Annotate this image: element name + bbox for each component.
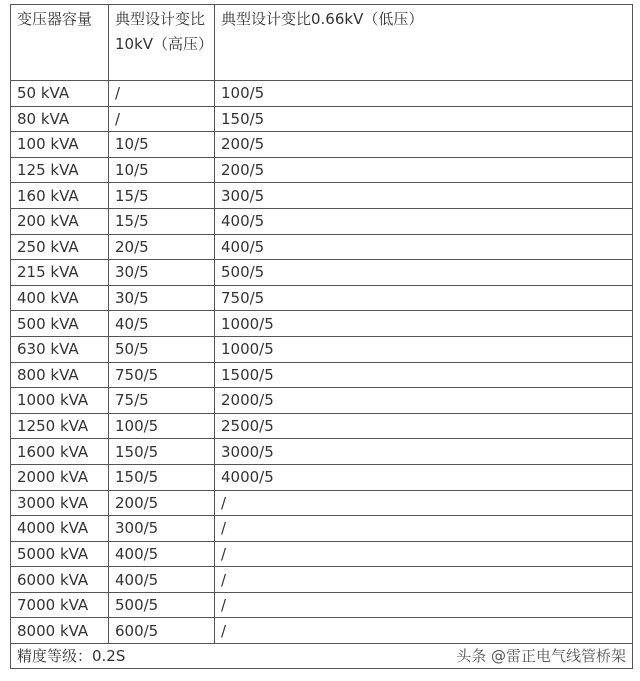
hv-ratio-cell: 75/5 — [109, 388, 215, 414]
lv-ratio-cell: 400/5 — [215, 208, 633, 234]
capacity-cell: 80 kVA — [11, 106, 109, 132]
header-transformer-capacity: 变压器容量 — [11, 5, 109, 81]
table-row — [11, 132, 633, 158]
hv-ratio-cell: 500/5 — [109, 592, 215, 618]
capacity-cell: 8000 kVA — [11, 618, 109, 644]
hv-ratio-cell: 30/5 — [109, 260, 215, 286]
lv-ratio-cell: 4000/5 — [215, 464, 633, 490]
hv-ratio-cell: 100/5 — [109, 413, 215, 439]
capacity-cell: 400 kVA — [11, 285, 109, 311]
capacity-cell: 100 kVA — [11, 132, 109, 158]
table-row — [11, 516, 633, 542]
table-row — [11, 618, 633, 644]
hv-ratio-cell: 150/5 — [109, 439, 215, 465]
capacity-cell: 50 kVA — [11, 81, 109, 107]
hv-ratio-cell: 750/5 — [109, 362, 215, 388]
table-row — [11, 183, 633, 209]
hv-ratio-cell: 15/5 — [109, 183, 215, 209]
table-footer-row — [11, 644, 633, 669]
lv-ratio-cell: / — [215, 516, 633, 542]
lv-ratio-cell: 500/5 — [215, 260, 633, 286]
lv-ratio-cell: 2500/5 — [215, 413, 633, 439]
lv-ratio-cell: 100/5 — [215, 81, 633, 107]
capacity-cell: 6000 kVA — [11, 567, 109, 593]
lv-ratio-cell: 1500/5 — [215, 362, 633, 388]
capacity-cell: 125 kVA — [11, 157, 109, 183]
hv-ratio-cell: 10/5 — [109, 157, 215, 183]
hv-ratio-cell: 400/5 — [109, 541, 215, 567]
hv-ratio-cell: 20/5 — [109, 234, 215, 260]
table-row — [11, 81, 633, 107]
lv-ratio-cell: 400/5 — [215, 234, 633, 260]
hv-ratio-cell: / — [109, 81, 215, 107]
capacity-cell: 200 kVA — [11, 208, 109, 234]
table-row — [11, 234, 633, 260]
table-row — [11, 285, 633, 311]
header-lv-ratio: 典型设计变比0.66kV（低压） — [215, 5, 633, 81]
capacity-cell: 1600 kVA — [11, 439, 109, 465]
lv-ratio-cell: 300/5 — [215, 183, 633, 209]
capacity-cell: 160 kVA — [11, 183, 109, 209]
table-row — [11, 260, 633, 286]
capacity-cell: 2000 kVA — [11, 464, 109, 490]
capacity-cell: 1250 kVA — [11, 413, 109, 439]
lv-ratio-cell: 2000/5 — [215, 388, 633, 414]
table-row — [11, 208, 633, 234]
table-row — [11, 336, 633, 362]
watermark-text: 头条 @雷正电气线管桥架 — [456, 647, 626, 666]
hv-ratio-cell: 200/5 — [109, 490, 215, 516]
accuracy-class-note: 精度等级：0.2S — [17, 647, 126, 666]
ct-ratio-table-container — [10, 4, 632, 669]
hv-ratio-cell: 400/5 — [109, 567, 215, 593]
table-row — [11, 362, 633, 388]
table-row — [11, 541, 633, 567]
lv-ratio-cell: / — [215, 592, 633, 618]
table-row — [11, 157, 633, 183]
table-header-row — [11, 5, 633, 81]
capacity-cell: 7000 kVA — [11, 592, 109, 618]
capacity-cell: 5000 kVA — [11, 541, 109, 567]
lv-ratio-cell: / — [215, 567, 633, 593]
hv-ratio-cell: 150/5 — [109, 464, 215, 490]
hv-ratio-cell: / — [109, 106, 215, 132]
capacity-cell: 800 kVA — [11, 362, 109, 388]
table-row — [11, 464, 633, 490]
lv-ratio-cell: 1000/5 — [215, 336, 633, 362]
hv-ratio-cell: 300/5 — [109, 516, 215, 542]
table-body — [11, 81, 633, 644]
capacity-cell: 630 kVA — [11, 336, 109, 362]
lv-ratio-cell: 1000/5 — [215, 311, 633, 337]
table-row — [11, 592, 633, 618]
lv-ratio-cell: / — [215, 618, 633, 644]
hv-ratio-cell: 30/5 — [109, 285, 215, 311]
table-row — [11, 106, 633, 132]
lv-ratio-cell: 3000/5 — [215, 439, 633, 465]
hv-ratio-cell: 10/5 — [109, 132, 215, 158]
lv-ratio-cell: / — [215, 541, 633, 567]
table-row — [11, 567, 633, 593]
footer-cell — [11, 644, 633, 669]
lv-ratio-cell: / — [215, 490, 633, 516]
hv-ratio-cell: 15/5 — [109, 208, 215, 234]
ct-ratio-table — [10, 4, 633, 669]
capacity-cell: 215 kVA — [11, 260, 109, 286]
lv-ratio-cell: 150/5 — [215, 106, 633, 132]
capacity-cell: 4000 kVA — [11, 516, 109, 542]
lv-ratio-cell: 750/5 — [215, 285, 633, 311]
capacity-cell: 250 kVA — [11, 234, 109, 260]
header-hv-ratio: 典型设计变比10kV（高压） — [109, 5, 215, 81]
lv-ratio-cell: 200/5 — [215, 157, 633, 183]
capacity-cell: 1000 kVA — [11, 388, 109, 414]
table-row — [11, 413, 633, 439]
table-row — [11, 311, 633, 337]
table-row — [11, 388, 633, 414]
capacity-cell: 3000 kVA — [11, 490, 109, 516]
table-row — [11, 439, 633, 465]
hv-ratio-cell: 50/5 — [109, 336, 215, 362]
hv-ratio-cell: 600/5 — [109, 618, 215, 644]
hv-ratio-cell: 40/5 — [109, 311, 215, 337]
table-row — [11, 490, 633, 516]
capacity-cell: 500 kVA — [11, 311, 109, 337]
lv-ratio-cell: 200/5 — [215, 132, 633, 158]
